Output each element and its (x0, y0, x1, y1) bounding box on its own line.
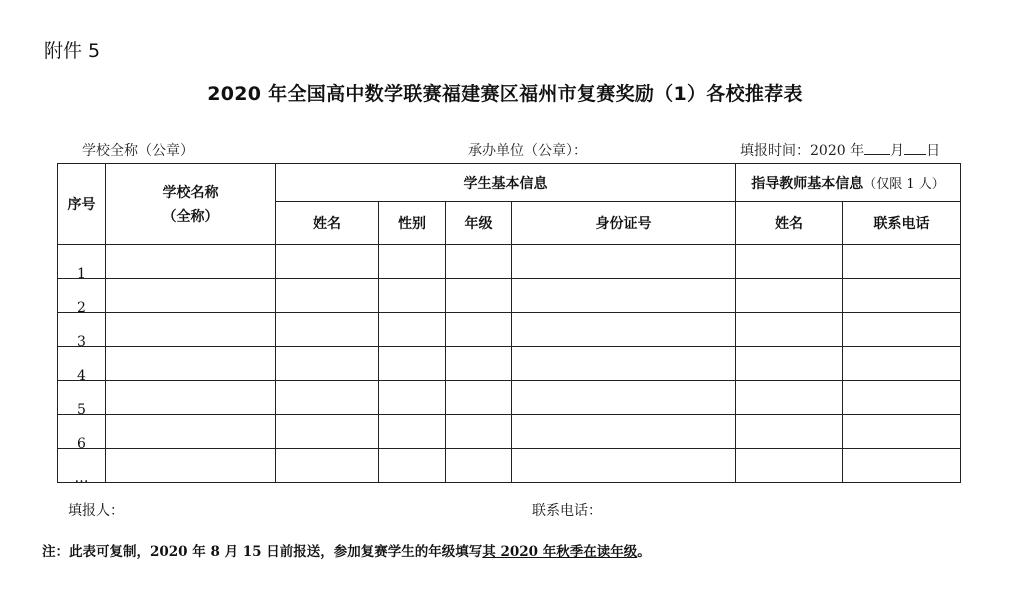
col-header-school (106, 164, 276, 245)
student-name-cell[interactable] (276, 415, 379, 449)
group-header-student: 学生基本信息 (276, 164, 736, 202)
footnote-suffix: 。 (637, 544, 651, 560)
student-id-cell[interactable] (512, 245, 736, 279)
filler-label: 填报人： (68, 503, 124, 519)
student-gender-cell[interactable] (379, 347, 446, 381)
row-index-label: 1 (77, 266, 86, 282)
teacher-phone-cell[interactable] (843, 415, 961, 449)
student-grade-cell[interactable] (446, 313, 512, 347)
school-cell[interactable] (106, 449, 276, 483)
footnote (42, 540, 651, 560)
col-header-student-name: 姓名 (276, 202, 379, 245)
school-cell[interactable] (106, 245, 276, 279)
teacher-name-cell[interactable] (736, 415, 843, 449)
student-name-cell[interactable] (276, 279, 379, 313)
contact-phone-label: 联系电话： (532, 503, 602, 519)
student-id-cell[interactable] (512, 313, 736, 347)
table-row (58, 347, 961, 381)
recommendation-table (57, 163, 961, 486)
row-index-label: 6 (77, 436, 86, 452)
student-id-cell[interactable] (512, 279, 736, 313)
student-id-cell[interactable] (512, 381, 736, 415)
organizer-seal-label: 承办单位（公章）： (468, 143, 587, 159)
col-header-student-grade: 年级 (446, 202, 512, 245)
row-index (58, 279, 106, 316)
teacher-name-cell[interactable] (736, 347, 843, 381)
fill-date-label: 填报时间：2020 年 (740, 143, 865, 159)
teacher-name-cell[interactable] (736, 313, 843, 347)
col-header-school-line1: 学校名称 (162, 185, 219, 201)
school-cell[interactable] (106, 313, 276, 347)
student-grade-cell[interactable] (446, 381, 512, 415)
teacher-phone-cell[interactable] (843, 313, 961, 347)
student-name-cell[interactable] (276, 347, 379, 381)
col-header-school-line2: （全称） (162, 209, 219, 225)
row-index (58, 415, 106, 452)
student-name-cell[interactable] (276, 381, 379, 415)
school-cell[interactable] (106, 415, 276, 449)
student-name-cell[interactable] (276, 313, 379, 347)
student-grade-cell[interactable] (446, 347, 512, 381)
teacher-name-cell[interactable] (736, 449, 843, 483)
row-index-label: 2 (77, 300, 86, 316)
student-gender-cell[interactable] (379, 245, 446, 279)
teacher-phone-cell[interactable] (843, 347, 961, 381)
teacher-phone-cell[interactable] (843, 279, 961, 313)
row-index-label: 5 (77, 402, 86, 418)
day-label: 日 (926, 143, 941, 159)
footnote-underlined: 其 2020 年秋季在读年级 (482, 544, 638, 560)
col-header-student-id: 身份证号 (512, 202, 736, 245)
teacher-phone-cell[interactable] (843, 449, 961, 483)
group-header-teacher (736, 164, 961, 202)
school-seal-label: 学校全称（公章） (82, 143, 194, 159)
row-index (58, 313, 106, 350)
student-id-cell[interactable] (512, 415, 736, 449)
col-header-student-gender: 性别 (379, 202, 446, 245)
col-header-teacher-phone: 联系电话 (843, 202, 961, 245)
student-gender-cell[interactable] (379, 313, 446, 347)
table-row (58, 279, 961, 313)
teacher-name-cell[interactable] (736, 381, 843, 415)
teacher-phone-cell[interactable] (843, 381, 961, 415)
day-blank[interactable] (904, 141, 926, 155)
footnote-prefix: 注：此表可复制，2020 年 8 月 15 日前报送，参加复赛学生的年级填写 (42, 544, 483, 560)
student-id-cell[interactable] (512, 449, 736, 483)
table-row (58, 313, 961, 347)
row-index (58, 245, 106, 282)
row-index-label: … (74, 470, 89, 486)
student-id-cell[interactable] (512, 347, 736, 381)
school-cell[interactable] (106, 381, 276, 415)
student-grade-cell[interactable] (446, 245, 512, 279)
table-row (58, 415, 961, 449)
school-cell[interactable] (106, 279, 276, 313)
teacher-name-cell[interactable] (736, 245, 843, 279)
student-gender-cell[interactable] (379, 381, 446, 415)
row-index-label: 3 (77, 334, 86, 350)
table-row (58, 245, 961, 279)
col-header-teacher-name: 姓名 (736, 202, 843, 245)
month-label: 月 (890, 143, 905, 159)
row-index (58, 381, 106, 418)
student-grade-cell[interactable] (446, 449, 512, 483)
student-grade-cell[interactable] (446, 415, 512, 449)
attachment-label: 附件 5 (44, 40, 101, 62)
col-header-index: 序号 (58, 164, 106, 245)
student-name-cell[interactable] (276, 449, 379, 483)
student-gender-cell[interactable] (379, 415, 446, 449)
page-title: 2020 年全国高中数学联赛福建赛区福州市复赛奖励（1）各校推荐表 (207, 83, 803, 105)
group-header-teacher-note: （仅限 1 人） (863, 176, 945, 192)
fill-date (740, 140, 940, 160)
row-index (58, 449, 106, 486)
student-grade-cell[interactable] (446, 279, 512, 313)
student-gender-cell[interactable] (379, 449, 446, 483)
student-name-cell[interactable] (276, 245, 379, 279)
school-cell[interactable] (106, 347, 276, 381)
month-blank[interactable] (864, 141, 890, 155)
row-index-label: 4 (77, 368, 86, 384)
teacher-name-cell[interactable] (736, 279, 843, 313)
teacher-phone-cell[interactable] (843, 245, 961, 279)
row-index (58, 347, 106, 384)
group-header-teacher-label: 指导教师基本信息 (751, 175, 864, 192)
student-gender-cell[interactable] (379, 279, 446, 313)
table-row (58, 449, 961, 483)
table-row (58, 381, 961, 415)
